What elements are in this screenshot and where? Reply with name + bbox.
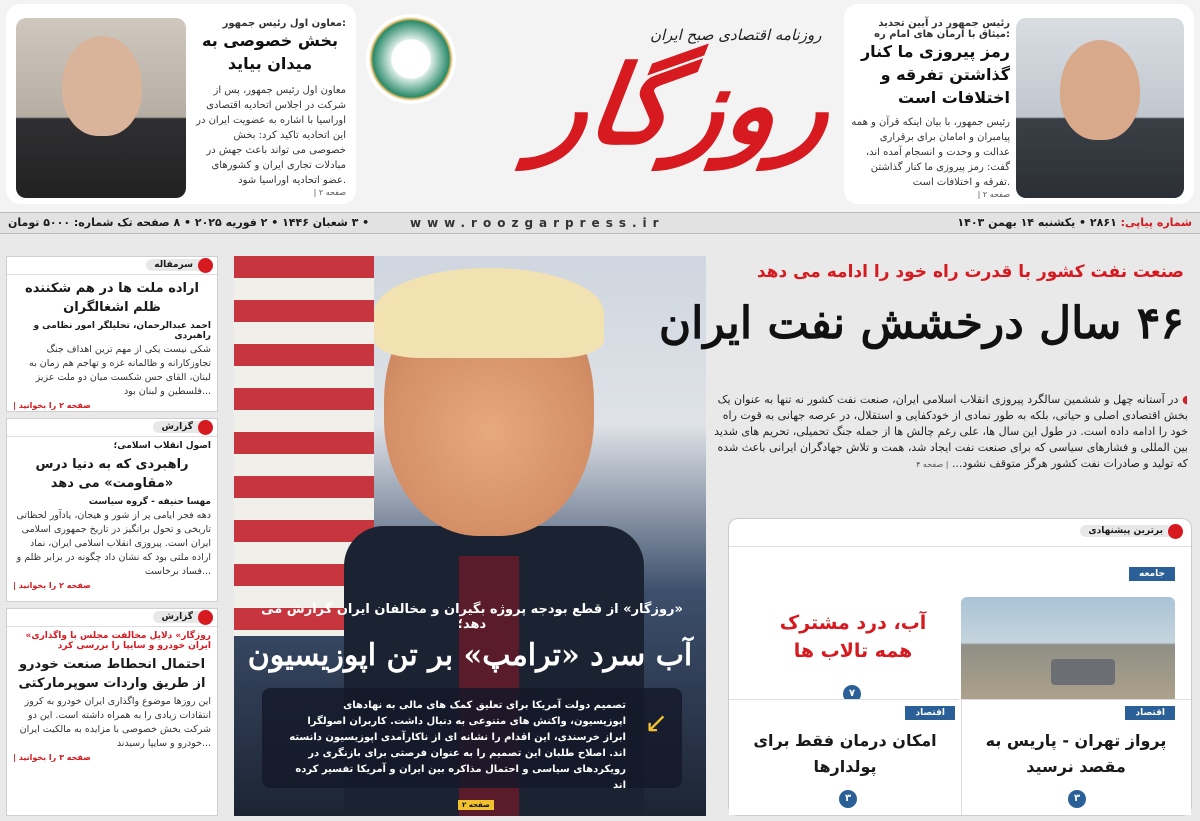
card-title: پرواز تهران - پاریس به مقصد نرسید <box>985 731 1167 776</box>
center-title: آب سرد «ترامپ» بر تن اپوزیسیون <box>247 638 693 673</box>
center-story[interactable] <box>234 256 706 816</box>
vice-president-photo <box>16 18 186 198</box>
logo <box>390 30 839 180</box>
report-ref[interactable]: | صفحه ۲ را بخوانید <box>13 581 91 590</box>
section-dot-icon <box>198 610 213 625</box>
report-ref[interactable]: | صفحه ۳ را بخوانید <box>13 753 91 762</box>
president-photo <box>1016 18 1184 198</box>
face-shape <box>62 36 142 136</box>
center-summary-box <box>262 688 682 791</box>
section-dot-icon <box>1168 524 1183 539</box>
arrow-icon: ↙ <box>644 706 668 739</box>
report-body: این روزها موضوع واگذاری ایران خودرو به کروز انتقادات زیادی را به همراه داشته است. این دو شرکت بخش خصوصی با مزایده به مالکیت ایران خودرو و سایپا رسیدند... <box>19 696 211 749</box>
lead-body-block <box>710 392 1188 473</box>
section-dot-icon <box>198 420 213 435</box>
section-label: گزارش <box>153 421 213 433</box>
dateline-bar <box>0 212 1200 234</box>
header-left-kicker: معاون اول رئیس جمهور: <box>222 18 346 29</box>
hijri-date-price: • ۳ شعبان ۱۴۴۶ • ۲ فوریه ۲۰۲۵ • ۸ صفحه تک شماره: ۵۰۰۰ تومان <box>8 216 370 229</box>
report-box-1[interactable] <box>6 418 218 602</box>
portrait-hair <box>374 268 604 358</box>
report-subtitle: اصول انقلاب اسلامی؛ <box>113 441 211 451</box>
editorial-ref[interactable]: | صفحه ۲ را بخوانید <box>13 401 91 410</box>
card-title: آب، درد مشترک همه تالاب ها <box>779 612 927 662</box>
center-ref[interactable]: صفحه ۲ <box>458 800 494 810</box>
page-number-badge: ۳ <box>839 790 857 808</box>
card-tag: اقتصاد <box>1125 706 1175 720</box>
report-subtitle: «روزگار» دلایل مخالفت مجلس با واگذاری ایران خودرو و سایپا را بررسی کرد <box>25 631 211 651</box>
card-tag: اقتصاد <box>905 706 955 720</box>
editorial-author: احمد عبدالرحمان، تحلیلگر امور نظامی و راهبردی <box>33 321 211 341</box>
card-tag: جامعه <box>1129 567 1175 581</box>
website-link[interactable]: www.roozgarpress.ir <box>410 216 665 230</box>
section-label: گزارش <box>153 611 213 623</box>
card-title: امکان درمان فقط برای پولدارها <box>753 731 937 776</box>
bullet-icon: ◖ <box>1178 393 1188 406</box>
suggestions-panel <box>728 518 1192 816</box>
header-story-right[interactable] <box>844 4 1194 204</box>
header-story-left[interactable] <box>6 4 356 204</box>
stranded-boat-shape <box>1051 659 1115 685</box>
lead-ref[interactable]: | صفحه ۴ <box>916 460 949 469</box>
report-body: دهه فجر ایامی پر از شور و هیجان، یادآور لحظاتی تاریخی و تحول برانگیز در تاریخ جمهوری اسلامی ایران است. پیروزی انقلاب اسلامی ایران، نماد اراده ملتی بود که نشان داد چگونه در برابر ظلم و فساد برخاست... <box>16 510 211 577</box>
center-body: تصمیم دولت آمریکا برای تعلیق کمک های مالی به نهادهای اپوزیسیون، واکنش های متنوعی به دنبال داشت. کاربران اصولگرا ابراز خرسندی، این اقدام را نشانه ای از ناکارآمدی اپوزیسیون دانسته اند. اصلاح طلبان این تصمیم را به عنوان فرصتی برای بازنگری در رویکردهای سیاسی و احتمال مذاکره بین ایران و آمریکا تفسیر کرده اند <box>289 700 626 791</box>
lead-kicker: صنعت نفت کشور با قدرت راه خود را ادامه می دهد <box>756 262 1184 282</box>
face-shape <box>1060 40 1140 140</box>
logo-text: روزگار <box>528 43 839 169</box>
header-right-title: رمز پیروزی ما کنار گذاشتن تفرقه و اختلافات است <box>860 42 1010 107</box>
section-label: سرمقاله <box>146 259 213 271</box>
header-right-ref[interactable]: | صفحه ۲ <box>977 190 1010 199</box>
section-bar <box>7 257 217 275</box>
issue-label: شماره پیاپی: <box>1116 216 1192 229</box>
tagline: روزنامه اقتصادی صبح ایران <box>650 26 822 44</box>
header-left-ref[interactable]: | صفحه ۲ <box>313 188 346 197</box>
issue-info <box>957 216 1192 229</box>
report-title: راهبردی که به دنیا درس «مقاومت» می دهد <box>35 457 189 491</box>
header-left-title: بخش خصوصی به میدان بیاید <box>202 31 338 73</box>
suggestion-card-2[interactable] <box>961 699 1191 815</box>
header-right-kicker: رئیس جمهور در آیین تجدید میثاق با آرمان های امام ره: <box>874 18 1010 40</box>
editorial-body: شکی نیست یکی از مهم ترین اهداف جنگ تجاوزکارانه و ظالمانه غزه و تهاجم هم زمان به لبنان، القای حس شکست میان دو ملت عزیز فلسطین و لبنان بود... <box>29 344 211 397</box>
suggestions-label: برترین پیشنهادی <box>1080 525 1183 537</box>
issue-date: ۲۸۶۱ • یکشنبه ۱۴ بهمن ۱۴۰۳ <box>957 216 1117 229</box>
header-right-body: رئیس جمهور، با بیان اینکه قرآن و همه پیامبران و امامان برای برقراری عدالت و وحدت و انسجام آمده اند، گفت: رمز پیروزی ما کنار گذاشتن تفرقه و اختلافات است. <box>851 117 1010 188</box>
section-bar <box>7 419 217 437</box>
lead-body: در آستانه چهل و ششمین سالگرد پیروزی انقلاب اسلامی ایران، صنعت نفت کشور نه تنها به عنوان یک بخش اقتصادی اصلی و حیاتی، بلکه به طور نمادی از خودکفایی و استقلال، در عرصه جهانی به قوت راه خود را ادامه داده است. در طول این سال ها، علی رغم چالش ها از جمله جنگ تحمیلی، تحریم های شدید بین المللی و فشارهای سیاسی که برای صنعت نفت ایجاد شد، همت و تلاش جهادگران ایرانی باعث شده که تولید و صادرات نفت کشور هرگز متوقف نشود... <box>714 393 1188 470</box>
page-number-badge: ۳ <box>1068 790 1086 808</box>
section-bar <box>7 609 217 627</box>
suggestion-card-1[interactable] <box>729 549 1191 699</box>
suggestions-bar <box>729 519 1191 547</box>
report-box-2[interactable] <box>6 608 218 816</box>
dry-lake-photo <box>961 597 1175 711</box>
section-dot-icon <box>198 258 213 273</box>
editorial-title: اراده ملت ها در هم شکننده ظلم اشغالگران <box>25 281 199 315</box>
masthead <box>0 0 1200 212</box>
header-left-body: معاون اول رئیس جمهور، پس از شرکت در اجلاس اتحادیه اقتصادی اوراسیا با اشاره به عضویت ایران در این اتحادیه تاکید کرد: بخش خصوصی می تواند باعث جهش در مبادلات تجاری ایران و کشورهای عضو اتحادیه اوراسیا شود. <box>196 85 346 186</box>
page-number-badge: ۷ <box>843 685 861 703</box>
center-kicker: «روزگار» از قطع بودجه پروژه بگیران و مخالفان ایران گزارش می دهد؛ <box>261 602 683 632</box>
lead-title[interactable]: ۴۶ سال درخشش نفت ایران <box>658 298 1184 349</box>
editorial-box[interactable] <box>6 256 218 412</box>
report-title: احتمال انحطاط صنعت خودرو از طریق واردات سوپرمارکتی <box>18 657 206 691</box>
report-author: مهسا حنیفه - گروه سیاست <box>88 497 211 507</box>
suggestion-card-3[interactable] <box>729 699 959 815</box>
